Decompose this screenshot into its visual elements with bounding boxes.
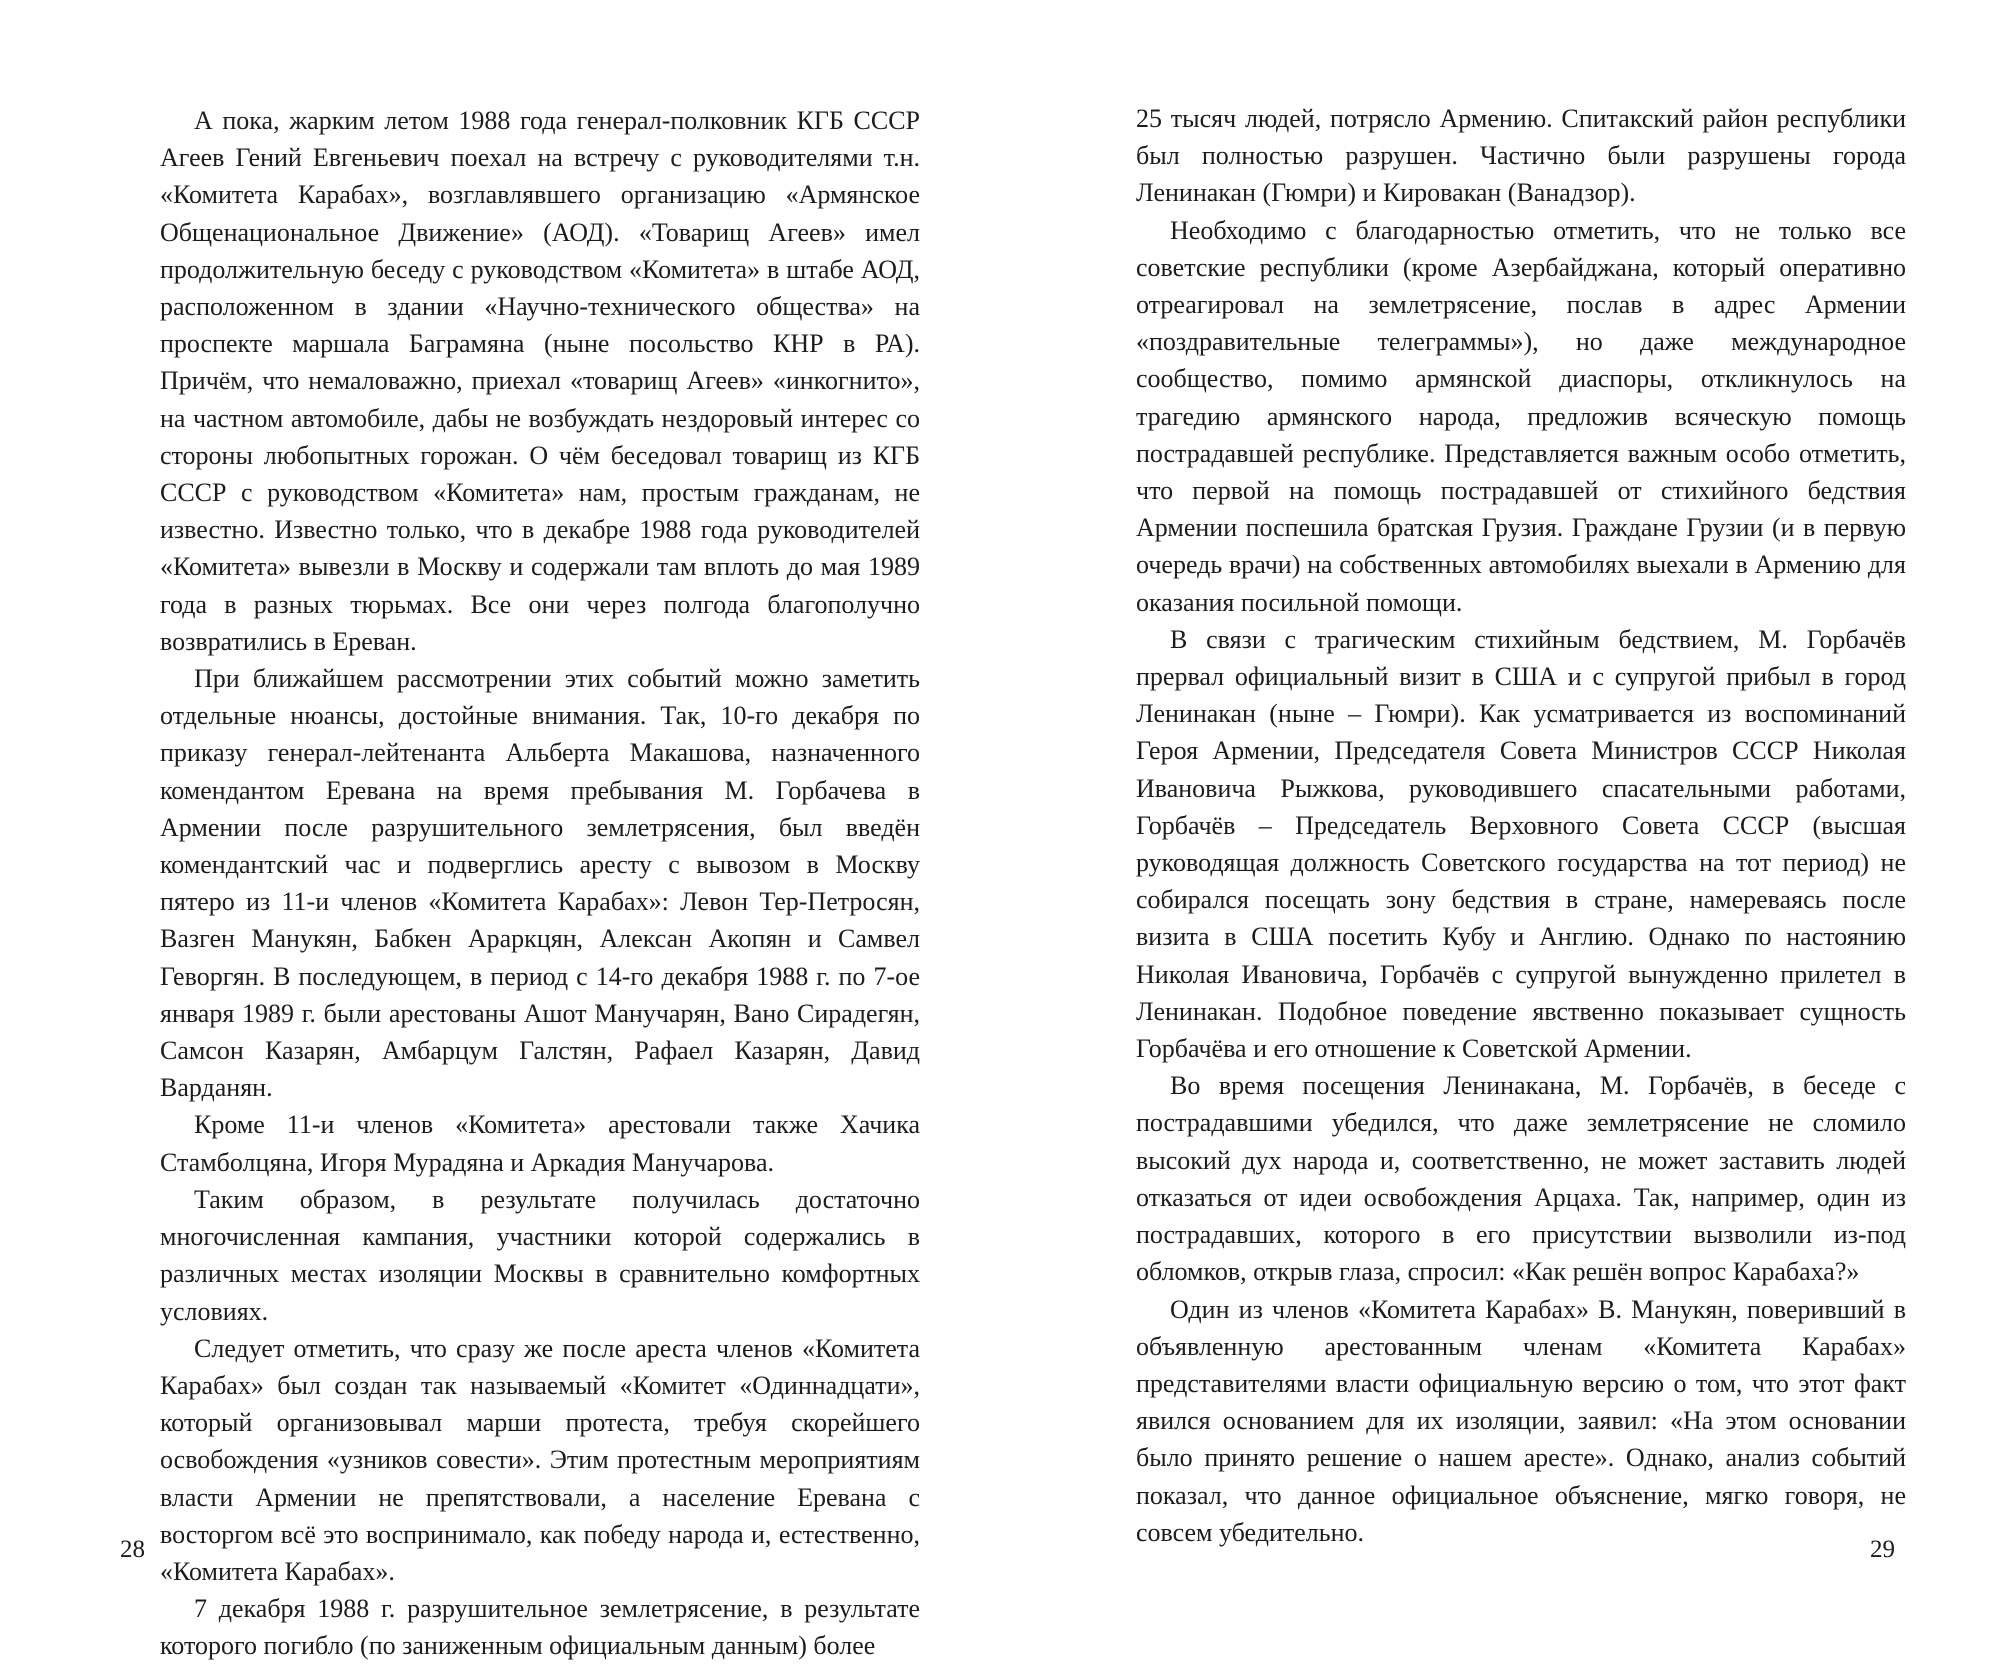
paragraph: Во время посещения Ленинакана, М. Горбачёв, в беседе с пострадавшими убедился, что даже землетрясение не сломило высокий дух народа и, соответственно, не может заставить людей отказаться от идеи освобождения Арцаха. Так, например, один из пострадавших, которого в его присутствии вызволили из-под обломков, открыв глаза, спросил: «Как решён вопрос Карабаха?»	[1136, 1071, 1906, 1287]
page-number-right: 29	[1870, 1536, 1895, 1563]
paragraph: 7 декабря 1988 г. разрушительное землетрясение, в результате которого погибло (по заниженным официальным данным) более	[160, 1594, 920, 1661]
paragraph: При ближайшем рассмотрении этих событий можно заметить отдельные нюансы, достойные внимания. Так, 10-го декабря по приказу генерал-лейтенанта Альберта Макашова, назначенного комендантом Еревана на время пребывания М. Горбачева в Армении после разрушительного землетрясения, был введён комендантский час и подверглись аресту с вывозом в Москву пятеро из 11-и членов «Комитета Карабах»: Левон Тер-Петросян, Вазген Манукян, Бабкен Араркцян, Алексан Акопян и Самвел Геворгян. В последующем, в период с 14-го декабря 1988 г. по 7-ое января 1989 г. были арестованы Ашот Манучарян, Вано Сирадегян, Самсон Казарян, Амбарцум Галстян, Рафаел Казарян, Давид Варданян.	[160, 664, 920, 1103]
paragraph: 25 тысяч людей, потрясло Армению. Спитакский район республики был полностью разрушен. Частично были разрушены города Ленинакан (Гюмри) и Кировакан (Ванадзор).	[1136, 104, 1906, 208]
paragraph: Один из членов «Комитета Карабах» В. Манукян, поверивший в объявленную арестованным членам «Комитета Карабах» представителями власти официальную версию о том, что этот факт явился основанием для их изоляции, заявил: «На этом основании было принято решение о нашем аресте». Однако, анализ событий показал, что данное официальное объяснение, мягко говоря, не совсем убедительно.	[1136, 1294, 1906, 1547]
paragraph: А пока, жарким летом 1988 года генерал-полковник КГБ СССР Агеев Гений Евгеньевич поехал на встречу с руководителями т.н. «Комитета Карабах», возглавлявшего организацию «Армянское Общенациональное Движение» (АОД). «Товарищ Агеев» имел продолжительную беседу с руководством «Комитета» в штабе АОД, расположенном в здании «Научно-технического общества» на проспекте маршала Баграмяна (ныне посольство КНР в РА). Причём, что немаловажно, приехал «товарищ Агеев» «инкогнито», на частном автомобиле, дабы не возбуждать нездоровый интерес со стороны любопытных горожан. О чём беседовал товарищ из КГБ СССР с руководством «Комитета» нам, простым гражданам, не известно. Известно только, что в декабре 1988 года руководителей «Комитета» вывезли в Москву и содержали там вплоть до мая 1989 года в разных тюрьмах. Все они через полгода благополучно возвратились в Ереван.	[160, 106, 920, 656]
paragraph: Кроме 11-и членов «Комитета» арестовали также Хачика Стамболцяна, Игоря Мурадяна и Аркадия Манучарова.	[160, 1110, 920, 1177]
right-page	[1136, 100, 1906, 1551]
paragraph: В связи с трагическим стихийным бедствием, М. Горбачёв прервал официальный визит в США и с супругой прибыл в город Ленинакан (ныне – Гюмри). Как усматривается из воспоминаний Героя Армении, Председателя Совета Министров СССР Николая Ивановича Рыжкова, руководившего спасательными работами, Горбачёв – Председатель Верховного Совета СССР (высшая руководящая должность Советского государства на тот период) не собирался посещать зону бедствия в стране, намереваясь после визита в США посетить Кубу и Англию. Однако по настоянию Николая Ивановича, Горбачёв с супругой вынужденно прилетел в Ленинакан. Подобное поведение явственно показывает сущность Горбачёва и его отношение к Советской Армении.	[1136, 624, 1906, 1064]
paragraph: Необходимо с благодарностью отметить, что не только все советские республики (кроме Азербайджана, который оперативно отреагировал на землетрясение, послав в адрес Армении «поздравительные телеграммы»), но даже международное сообщество, помимо армянской диаспоры, откликнулось на трагедию армянского народа, предложив всяческую помощь пострадавшей республике. Представляется важным особо отметить, что первой на помощь пострадавшей от стихийного бедствия Армении поспешила братская Грузия. Граждане Грузии (и в первую очередь врачи) на собственных автомобилях выехали в Армению для оказания посильной помощи.	[1136, 215, 1906, 617]
paragraph: Таким образом, в результате получилась достаточно многочисленная кампания, участники которой содержались в различных местах изоляции Москвы в сравнительно комфортных условиях.	[160, 1184, 920, 1326]
left-page	[160, 102, 920, 1665]
paragraph: Следует отметить, что сразу же после ареста членов «Комитета Карабах» был создан так называемый «Комитет «Одиннадцати», который организовывал марши протеста, требуя скорейшего освобождения «узников совести». Этим протестным мероприятиям власти Армении не препятствовали, а население Еревана с восторгом всё это воспринимало, как победу народа и, естественно, «Комитета Карабах».	[160, 1333, 920, 1586]
page-number-left: 28	[120, 1536, 145, 1563]
